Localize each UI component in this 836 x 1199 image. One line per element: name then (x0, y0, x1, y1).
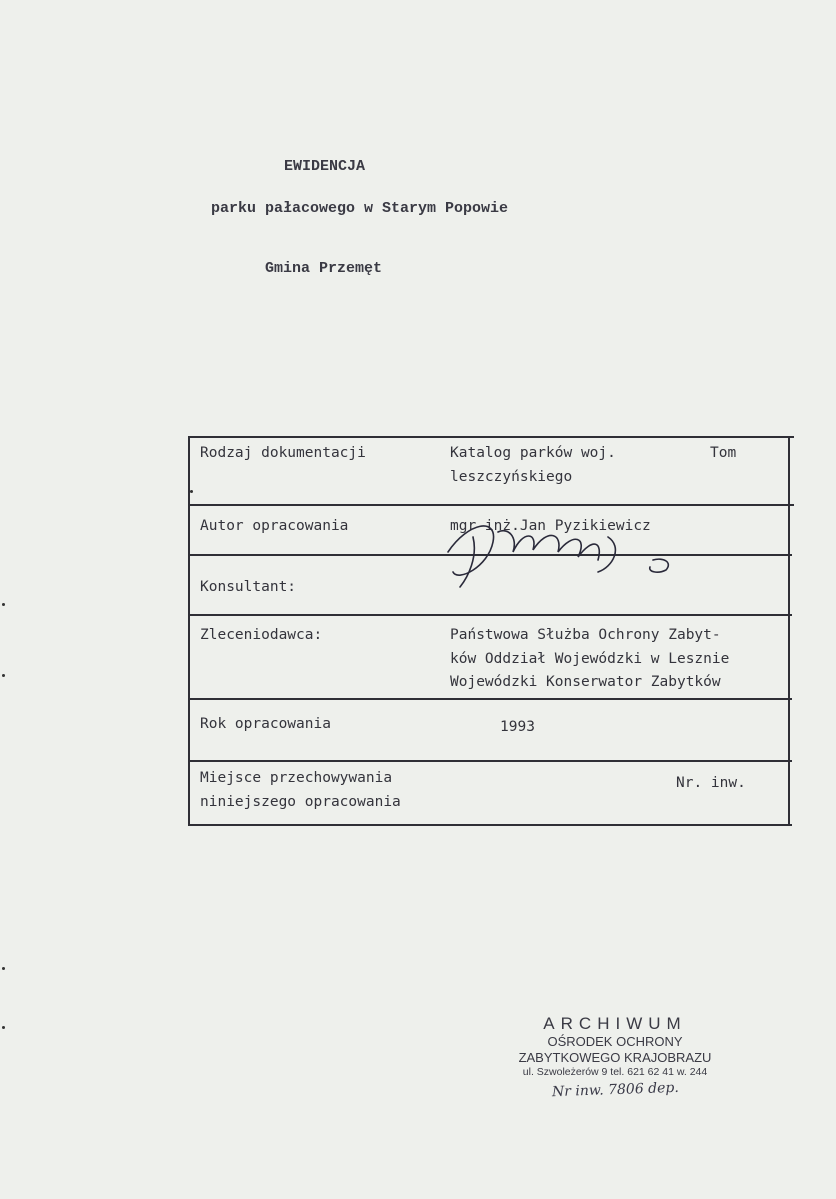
row-extra-volume: Tom (710, 445, 737, 461)
speck (2, 1026, 5, 1029)
archive-stamp (500, 1014, 730, 1078)
inventory-handwritten-note: Nr inw. 7806 dep. (551, 1079, 680, 1101)
table-border-left (188, 436, 190, 826)
table-divider (188, 698, 792, 700)
row-extra-inventory-number: Nr. inw. (676, 775, 746, 791)
stamp-institution-2: ZABYTKOWEGO KRAJOBRAZU (518, 1050, 712, 1065)
metadata-table (188, 436, 792, 826)
table-divider (188, 614, 792, 616)
document-subtitle: parku pałacowego w Starym Popowie (211, 200, 509, 217)
document-municipality: Gmina Przemęt (265, 260, 383, 277)
speck (2, 674, 5, 677)
author-signature (438, 512, 688, 592)
row-label-author: Autor opracowania (200, 518, 349, 534)
speck (190, 490, 193, 493)
row-value-commissioner: Państwowa Służba Ochrony Zabyt- ków Oddział Wojewódzki w Lesznie Wojewódzki Konserwator Zabytków (450, 627, 730, 690)
row-label-year: Rok opracowania (200, 716, 331, 732)
row-label-consultant: Konsultant: (200, 579, 297, 595)
table-border-bottom (188, 824, 792, 826)
row-value-documentation-type: Katalog parków woj. leszczyńskiego (450, 445, 616, 485)
stamp-address: ul. Szwoleżerów 9 tel. 621 62 41 w. 244 (522, 1066, 708, 1078)
row-label-commissioner: Zleceniodawca: (200, 627, 323, 643)
table-divider (188, 504, 794, 506)
stamp-institution: OŚRODEK OCHRONY (547, 1034, 683, 1049)
row-value-author: mgr inż.Jan Pyzikiewicz (450, 518, 651, 534)
speck (2, 603, 5, 606)
document-title: EWIDENCJA (284, 158, 366, 175)
row-label-documentation-type: Rodzaj dokumentacji (200, 445, 366, 461)
table-border-top (188, 436, 794, 438)
table-divider (188, 760, 792, 762)
speck (2, 967, 5, 970)
stamp-title: ARCHIWUM (543, 1014, 687, 1033)
table-border-right (788, 436, 790, 826)
row-value-year: 1993 (500, 719, 535, 735)
row-label-storage-location: Miejsce przechowywania niniejszego opracowania (200, 770, 401, 810)
